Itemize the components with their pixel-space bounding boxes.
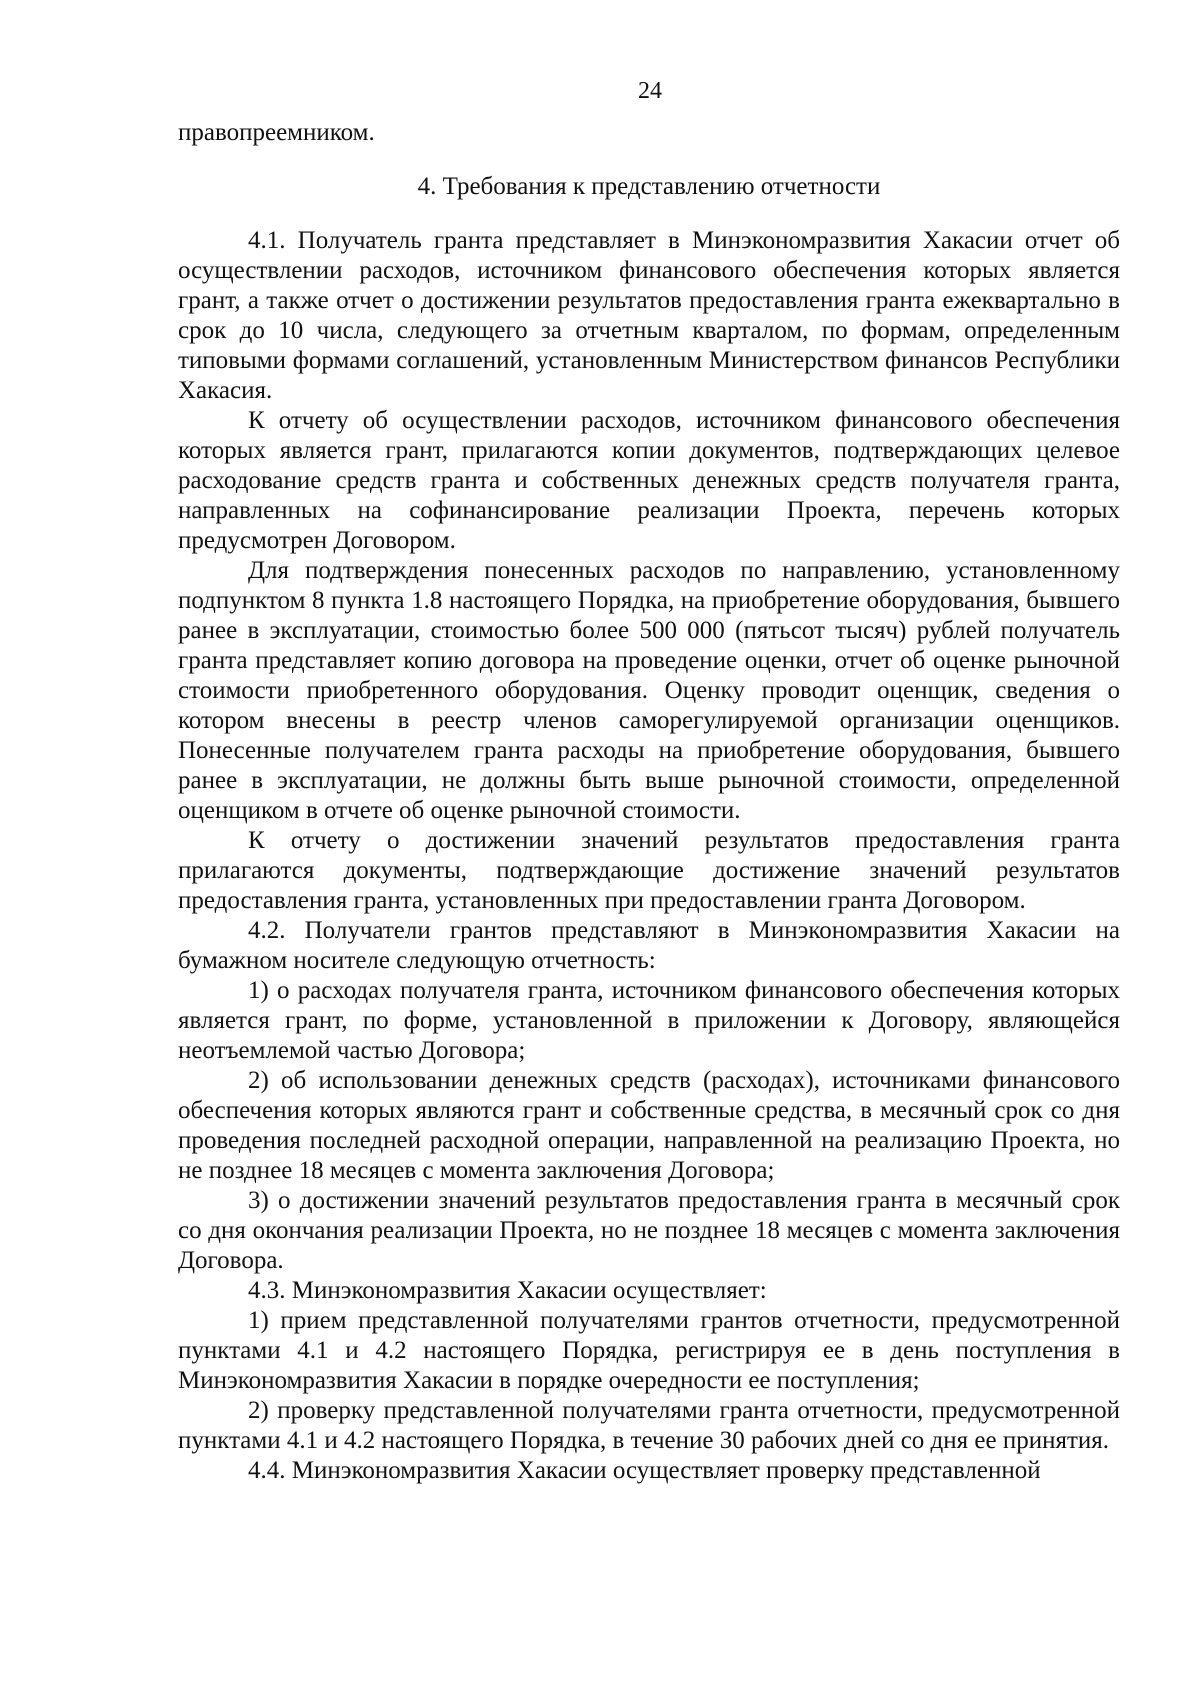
paragraph-expense-report-attachments: К отчету об осуществлении расходов, источником финансового обеспечения которых является грант, прилагаются копии документов, подтверждающих целевое расходование средств гранта и собственных денежных средств получателя гранта, направленных на софинансирование реализации Проекта, перечень которых предусмотрен Договором.: [178, 407, 1120, 554]
document-body: [178, 118, 1120, 1486]
continuation-text: правопреемником.: [178, 119, 375, 146]
paragraph-equipment-valuation: Для подтверждения понесенных расходов по направлению, установленному подпунктом 8 пункта 1.8 настоящего Порядка, на приобретение оборудования, бывшего ранее в эксплуатации, стоимостью более 500 000 (пятьсот тысяч) рублей получатель гранта представляет копию договора на проведение оценки, отчет об оценке рыночной стоимости приобретенного оборудования. Оценку проводит оценщик, сведения о котором внесены в реестр членов саморегулируемой организации оценщиков. Понесенные получателем гранта расходы на приобретение оборудования, бывшего ранее в эксплуатации, не должны быть выше рыночной стоимости, определенной оценщиком в отчете об оценке рыночной стоимости.: [178, 557, 1120, 824]
section-heading: 4. Требования к представлению отчетности: [417, 173, 881, 200]
paragraph-4-2: 4.2. Получатели грантов представляют в Минэкономразвития Хакасии на бумажном носителе следующую отчетность:: [178, 917, 1120, 974]
list-item-4-2-3: 3) о достижении значений результатов предоставления гранта в месячный срок со дня окончания реализации Проекта, но не позднее 18 месяцев с момента заключения Договора.: [178, 1187, 1120, 1274]
paragraph-4-1: 4.1. Получатель гранта представляет в Минэкономразвития Хакасии отчет об осуществлении расходов, источником финансового обеспечения которых является грант, а также отчет о достижении результатов предоставления гранта ежеквартально в срок до 10 числа, следующего за отчетным кварталом, по формам, определенным типовыми формами соглашений, установленным Министерством финансов Республики Хакасия.: [178, 227, 1120, 404]
list-item-4-3-1: 1) прием представленной получателями грантов отчетности, предусмотренной пунктами 4.1 и 4.2 настоящего Порядка, регистрируя ее в день поступления в Минэкономразвития Хакасии в порядке очередности ее поступления;: [178, 1307, 1120, 1394]
paragraph-4-3: 4.3. Минэкономразвития Хакасии осуществляет:: [248, 1277, 767, 1304]
page-number: 24: [638, 78, 662, 104]
paragraph-results-report-attachments: К отчету о достижении значений результатов предоставления гранта прилагаются документы, подтверждающие достижение значений результатов предоставления гранта, установленных при предоставлении гранта Договором.: [178, 827, 1120, 914]
list-item-4-2-2: 2) об использовании денежных средств (расходах), источниками финансового обеспечения которых являются грант и собственные средства, в месячный срок со дня проведения последней расходной операции, направленной на реализацию Проекта, но не позднее 18 месяцев с момента заключения Договора;: [178, 1067, 1120, 1184]
list-item-4-3-2: 2) проверку представленной получателями гранта отчетности, предусмотренной пунктами 4.1 и 4.2 настоящего Порядка, в течение 30 рабочих дней со дня ее принятия.: [178, 1397, 1120, 1454]
paragraph-4-4: 4.4. Минэкономразвития Хакасии осуществляет проверку представленной: [248, 1457, 1041, 1484]
list-item-4-2-1: 1) о расходах получателя гранта, источником финансового обеспечения которых является грант, по форме, установленной в приложении к Договору, являющейся неотъемлемой частью Договора;: [178, 977, 1120, 1064]
